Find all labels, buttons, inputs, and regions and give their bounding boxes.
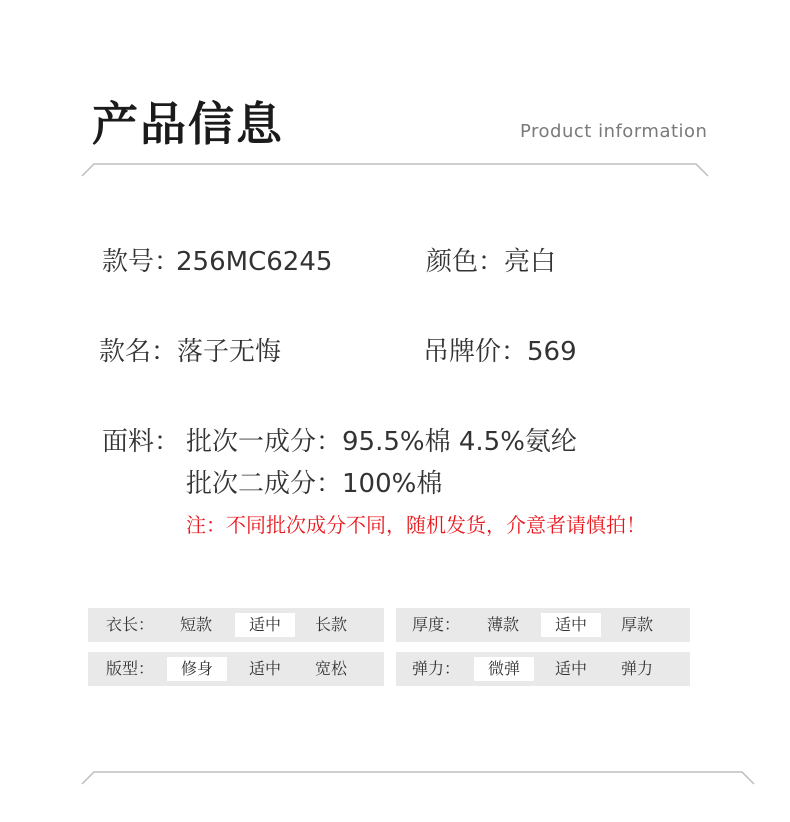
attr-elasticity-option: 适中 (554, 659, 587, 678)
style-name-row (99, 331, 281, 368)
fabric-label: 面料： (102, 427, 181, 457)
attr-elasticity-label: 弹力： (411, 659, 460, 678)
page-title: 产品信息 (92, 97, 284, 151)
attr-length-option-selected: 适中 (235, 613, 295, 637)
attr-fit-row (88, 652, 384, 686)
price-value: 569 (527, 337, 577, 367)
color-value: 亮白 (504, 247, 557, 277)
color-label: 颜色： (426, 247, 505, 277)
color-row (426, 241, 556, 278)
attr-fit-option: 宽松 (314, 659, 347, 678)
bottom-divider (0, 770, 790, 786)
attr-thickness-option: 薄款 (486, 615, 519, 634)
attr-elasticity-option: 弹力 (620, 659, 653, 678)
attr-length-row (88, 608, 384, 642)
attr-fit-label: 版型： (105, 659, 154, 678)
attr-fit-option: 适中 (248, 659, 281, 678)
attr-length-option: 长款 (314, 615, 347, 634)
style-number-value: 256MC6245 (176, 247, 333, 277)
style-number-label: 款号： (102, 247, 181, 277)
attr-length-option: 短款 (179, 615, 212, 634)
page-subtitle: Product information (520, 121, 708, 142)
style-name-value: 落子无悔 (177, 337, 282, 367)
price-row (423, 331, 577, 368)
style-number-row (102, 241, 332, 278)
price-label: 吊牌价： (423, 337, 528, 367)
attr-thickness-option-selected: 适中 (541, 613, 601, 637)
attr-thickness-row (396, 608, 690, 642)
attr-elasticity-option-selected: 微弹 (474, 657, 534, 681)
attr-elasticity-row (396, 652, 690, 686)
attr-thickness-label: 厚度： (411, 615, 460, 634)
style-name-label: 款名： (99, 337, 178, 367)
attr-length-label: 衣长： (105, 615, 154, 634)
fabric-batch2: 批次二成分：100%棉 (186, 469, 443, 499)
top-divider (0, 162, 790, 178)
attr-fit-option-selected: 修身 (167, 657, 227, 681)
fabric-batch1: 批次一成分：95.5%棉 4.5%氨纶 (186, 427, 577, 457)
attr-thickness-option: 厚款 (620, 615, 653, 634)
fabric-note: 注：不同批次成分不同，随机发货，介意者请慎拍！ (186, 513, 646, 537)
